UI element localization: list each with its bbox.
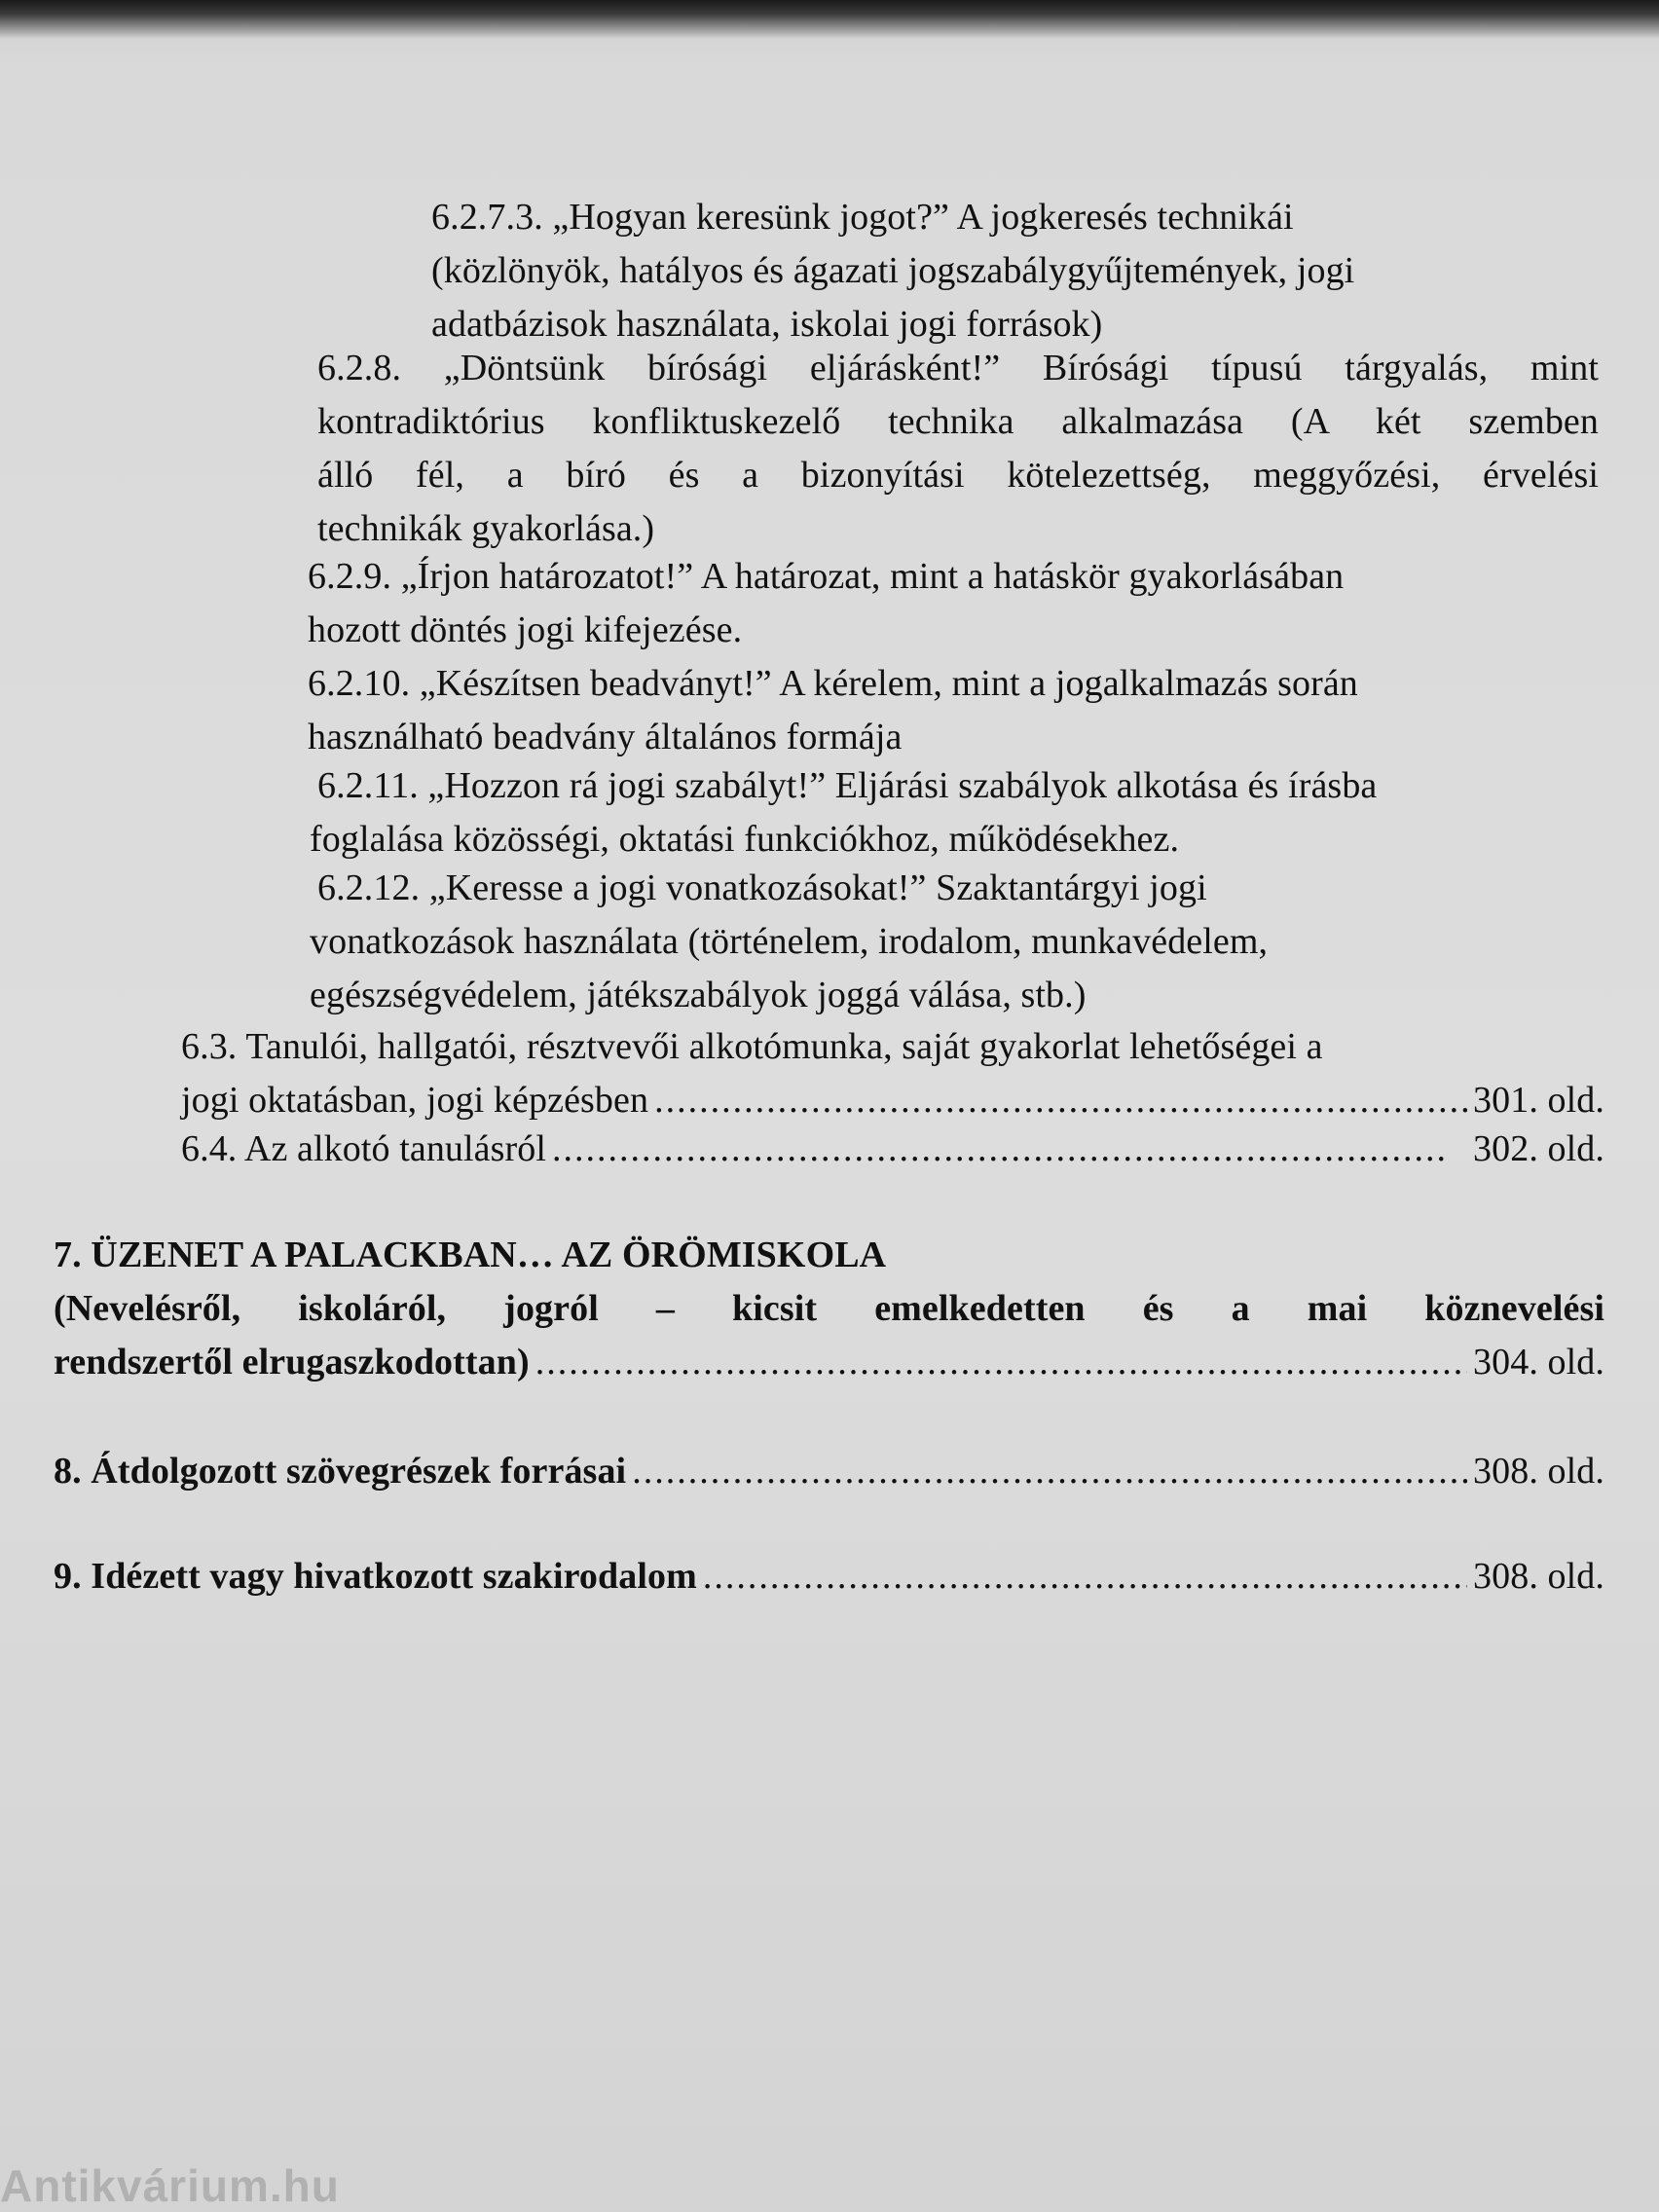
toc-entry-6-4 <box>181 1123 1604 1176</box>
toc-line: 6.3. Tanulói, hallgatói, résztvevői alkotómunka, saját gyakorlat lehetőségei a <box>181 1026 1323 1067</box>
toc-line: 6.2.8. „Döntsünk bírósági eljárásként!” Bírósági típusú tárgyalás, mint <box>317 348 1599 388</box>
page-number: 308. old. <box>1473 1556 1604 1597</box>
toc-leader-row <box>54 1336 1604 1389</box>
toc-entry-6-2-8 <box>317 342 1599 556</box>
toc-line: használható beadvány általános formája <box>308 717 903 757</box>
toc-line: egészségvédelem, játékszabályok joggá válása, stb.) <box>310 975 1087 1015</box>
toc-entry-6-2-12 <box>310 862 1269 1022</box>
toc-line: (közlönyök, hatályos és ágazati jogszabálygyűjtemények, jogi <box>431 250 1355 291</box>
watermark-logo: Antikvárium.hu <box>0 2160 340 2211</box>
toc-line: technikák gyakorlása.) <box>317 508 655 549</box>
dot-leader <box>552 1123 1450 1176</box>
chapter-title: 7. ÜZENET A PALACKBAN… AZ ÖRÖMISKOLA <box>54 1235 887 1275</box>
toc-line: 6.2.10. „Készítsen beadványt!” A kérelem, mint a jogalkalmazás során <box>308 663 1358 704</box>
toc-leader-row <box>54 1445 1604 1498</box>
toc-entry-6-2-10 <box>308 657 1358 764</box>
toc-line: hozott döntés jogi kifejezése. <box>308 609 743 650</box>
toc-line: 6.2.7.3. „Hogyan keresünk jogot?” A jogkeresés technikái <box>431 197 1294 238</box>
dot-leader <box>632 1445 1467 1498</box>
toc-chapter-9 <box>54 1550 1604 1604</box>
page-number: 304. old. <box>1473 1342 1604 1382</box>
toc-entry-label: jogi oktatásban, jogi képzésben <box>181 1080 649 1121</box>
chapter-subtitle: (Nevelésről, iskoláról, jogról – kicsit emelkedetten és a mai köznevelési <box>54 1288 1604 1329</box>
toc-entry-label: 6.4. Az alkotó tanulásról <box>181 1128 547 1169</box>
toc-chapter-7 <box>54 1229 1604 1389</box>
toc-leader-row <box>181 1074 1604 1127</box>
toc-line: vonatkozások használata (történelem, irodalom, munkavédelem, <box>310 921 1269 962</box>
toc-leader-row <box>181 1123 1604 1176</box>
toc-line: adatbázisok használata, iskolai jogi források) <box>431 304 1103 345</box>
toc-entry-label: 8. Átdolgozott szövegrészek forrásai <box>54 1451 627 1492</box>
dot-leader <box>703 1550 1467 1604</box>
toc-line: foglalása közösségi, oktatási funkciókhoz, működésekhez. <box>310 819 1180 860</box>
toc-entry-6-3 <box>181 1020 1604 1127</box>
page-number: 301. old. <box>1473 1080 1604 1121</box>
toc-line: álló fél, a bíró és a bizonyítási kötelezettség, meggyőzési, érvelési <box>317 455 1599 496</box>
toc-line: 6.2.11. „Hozzon rá jogi szabályt!” Eljárási szabályok alkotása és írásba <box>317 765 1378 806</box>
toc-entry-label: 9. Idézett vagy hivatkozott szakirodalom <box>54 1556 697 1597</box>
toc-line: 6.2.9. „Írjon határozatot!” A határozat, mint a hatáskör gyakorlásában <box>308 556 1345 597</box>
toc-line: kontradiktórius konfliktuskezelő technika alkalmazása (A két szemben <box>317 401 1599 442</box>
page-number: 308. old. <box>1473 1451 1604 1492</box>
toc-entry-6-2-9 <box>308 550 1344 657</box>
dot-leader <box>535 1336 1467 1389</box>
toc-line: 6.2.12. „Keresse a jogi vonatkozásokat!” Szaktantárgyi jogi <box>317 867 1207 908</box>
page-number: 302. old. <box>1473 1128 1604 1169</box>
dot-leader <box>654 1074 1467 1127</box>
toc-chapter-8 <box>54 1445 1604 1498</box>
toc-entry-6-2-11 <box>310 759 1378 866</box>
toc-entry-label: rendszertől elrugaszkodottan) <box>54 1342 530 1382</box>
toc-leader-row <box>54 1550 1604 1604</box>
toc-entry-6-2-7-3 <box>431 191 1354 351</box>
